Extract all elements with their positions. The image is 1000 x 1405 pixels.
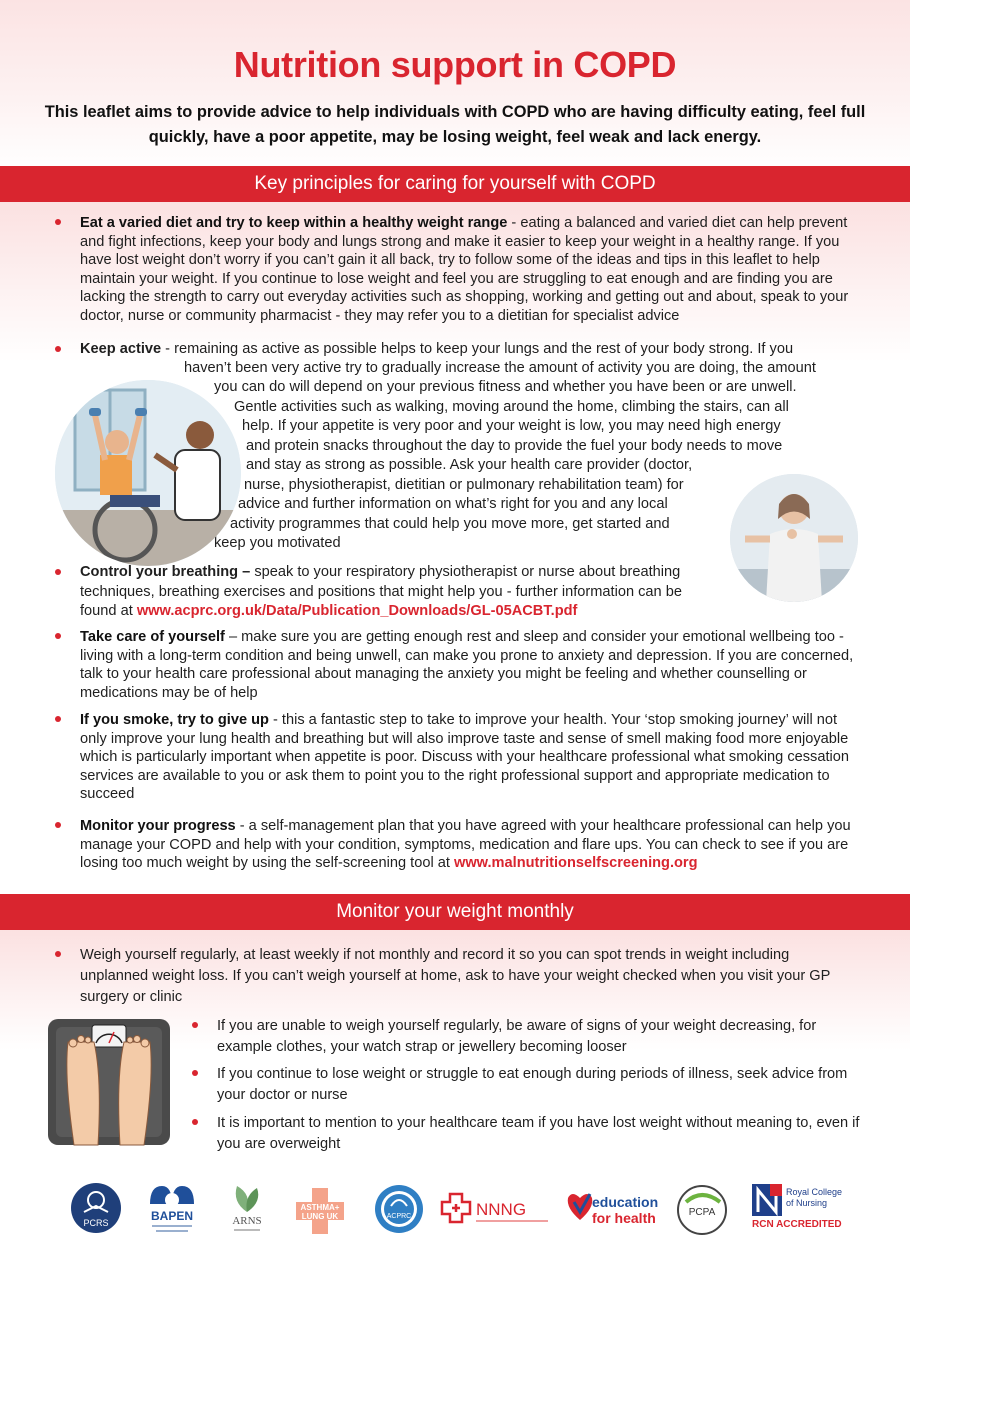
acprc-link[interactable]: www.acprc.org.uk/Data/Publication_Downloads/GL-05ACBT.pdf: [136, 603, 578, 619]
active-text-line: haven’t been very active try to gradually increase the amount of activity you are doing, the amount: [184, 360, 816, 376]
pcrs-logo: [70, 1182, 122, 1234]
diet-text: - eating a balanced and varied diet can help prevent and fight infections, keep your body and lungs strong and make it easier to keep your weight in a healthy range. If you have lost weight don’t worry if you can’t gain it all back, try to follow some of the ideas and tips in this leaflet to help maintain your weight. If you continue to lose weight and feel you are struggling to eat enough and are finding you are lacking the strength to carry out everyday activities such as shopping, working and getting out and about, speak to your doctor, nurse or community pharmacist - they may refer you to a dietitian for specialist advice: [80, 215, 849, 324]
page-title: Nutrition support in COPD: [233, 44, 677, 85]
list-item-diet: [80, 214, 860, 326]
bullet-icon: [55, 716, 61, 722]
acprc-logo: [374, 1184, 424, 1234]
bullet-icon: [55, 569, 61, 575]
nnng-text: NNNG: [476, 1200, 527, 1219]
list-item-weight-signs: If you are unable to weigh yourself regularly, be aware of signs of your weight decreasing, for example clothes, your watch strap or jewellery becoming looser: [217, 1018, 817, 1055]
education-for-health-logo: [566, 1190, 662, 1230]
bullet-icon: [192, 1119, 198, 1125]
list-item-weigh: Weigh yourself regularly, at least weekly if not monthly and record it so you can spot trends in weight including unplanned weight loss. If you can’t weigh yourself at home, ask to have your weight checked when you visit your GP surgery or clinic: [80, 947, 831, 1005]
list-item-care: Take care of yourself – make sure you are getting enough rest and sleep and consider your emotional wellbeing too - living with a long-term condition and being unwell, can make you prone to anxiety and depression. If you are concerned, talk to your health care professional about managing the anxiety you might be feeling and whether counselling or medications may be of help: [80, 629, 854, 701]
nnng-logo: [440, 1190, 552, 1230]
active-text-line: you can do will depend on your previous fitness and whether you have been or are unwell.: [214, 379, 797, 395]
active-text-line: and stay as strong as possible. Ask your health care provider (doctor,: [246, 457, 693, 473]
rcn-logo: [752, 1184, 852, 1234]
bapen-logo: [142, 1182, 202, 1238]
bullet-icon: [192, 1070, 198, 1076]
arns-logo: [222, 1182, 272, 1238]
section-heading-key-principles: Key principles for caring for yourself with COPD: [0, 166, 910, 202]
pcpa-logo: [676, 1184, 728, 1236]
asthma-lung-uk-logo: [294, 1186, 346, 1236]
breathing-text-line: techniques, breathing exercises and positions that might help you - further information can be: [80, 584, 682, 600]
active-text-line: nurse, physiotherapist, dietitian or pulmonary rehabilitation team) for: [244, 477, 684, 493]
list-item-breathing: Control your breathing – speak to your respiratory physiotherapist or nurse about breathing: [80, 564, 681, 580]
bullet-icon: [55, 346, 61, 352]
rcn-line1: Royal College: [786, 1187, 843, 1197]
arns-text: ARNS: [232, 1215, 262, 1227]
diet-label: Eat a varied diet and try to keep within a healthy weight range: [80, 215, 508, 231]
list-item-monitor: Monitor your progress - a self-management plan that you have agreed with your healthcare professional can help you manage your COPD and help with your condition, symptoms, medication and flare ups. You can check to see if you are losing too much weight by using the self-screening tool at www.malnutritionselfscreening.org: [80, 818, 851, 872]
exercise-illustration: [55, 380, 241, 566]
breathing-illustration: [730, 474, 858, 602]
lung-uk-text: LUNG UK: [301, 1212, 339, 1221]
list-item-smoke: If you smoke, try to give up - this a fantastic step to take to improve your health. Your ‘stop smoking journey’ will not only improve your lung health and breathing but will also improve taste and sense of smell making food more enjoyable which is particularly important when appetite is poor. Discuss with your healthcare professional what smoking cessation services are available to you or ask them to point you to the right professional support and appropriate medication to succeed: [80, 712, 849, 803]
intro-text: This leaflet aims to provide advice to help individuals with COPD who are having difficulty eating, feel full quickly, have a poor appetite, may be losing weight, feel weak and lack energy.: [44, 103, 866, 146]
rcn-accredited: RCN ACCREDITED: [752, 1219, 842, 1230]
smoke-label: If you smoke, try to give up: [80, 712, 269, 728]
bullet-icon: [55, 951, 61, 957]
active-text-line: keep you motivated: [214, 535, 341, 551]
active-text-line: Gentle activities such as walking, moving around the home, climbing the stairs, can all: [234, 399, 789, 415]
monitor-label: Monitor your progress: [80, 818, 236, 834]
bullet-icon: [55, 219, 61, 225]
active-text-line: advice and further information on what’s right for you and any local: [238, 496, 668, 512]
asthma-text: ASTHMA+: [300, 1203, 340, 1212]
bapen-text: BAPEN: [150, 1209, 194, 1223]
rcn-line2: of Nursing: [786, 1198, 828, 1208]
malnutrition-link[interactable]: www.malnutritionselfscreening.org: [453, 855, 698, 872]
bullet-icon: [192, 1022, 198, 1028]
pcrs-text: PCRS: [83, 1218, 109, 1228]
bullet-icon: [55, 633, 61, 639]
for-health-text: for health: [592, 1210, 656, 1226]
active-text-line: activity programmes that could help you move more, get started and: [230, 516, 670, 532]
active-label: Keep active: [80, 341, 162, 357]
section-heading-monitor-weight: Monitor your weight monthly: [0, 894, 910, 930]
bullet-icon: [55, 822, 61, 828]
pcpa-text: PCPA: [688, 1207, 716, 1218]
acprc-text: ACPRC: [386, 1213, 412, 1220]
list-item-seek-advice: If you continue to lose weight or struggle to eat enough during periods of illness, seek advice from your doctor or nurse: [217, 1066, 848, 1103]
scales-illustration: [46, 1017, 172, 1147]
list-item-active-line: Keep active - remaining as active as possible helps to keep your lungs and the rest of your body strong. If you: [80, 341, 794, 357]
care-label: Take care of yourself: [80, 629, 225, 645]
breathing-text-line: found at www.acprc.org.uk/Data/Publication_Downloads/GL-05ACBT.pdf: [80, 603, 578, 619]
active-text-line: and protein snacks throughout the day to provide the fuel your body needs to move: [246, 438, 783, 454]
list-item-mention-weight-loss: It is important to mention to your healthcare team if you have lost weight without meaning to, even if you are overweight: [217, 1115, 860, 1152]
breathing-label: Control your breathing –: [80, 564, 251, 580]
active-text-line: help. If your appetite is very poor and your weight is low, you may need high energy: [242, 418, 781, 434]
education-text: education: [592, 1194, 659, 1210]
